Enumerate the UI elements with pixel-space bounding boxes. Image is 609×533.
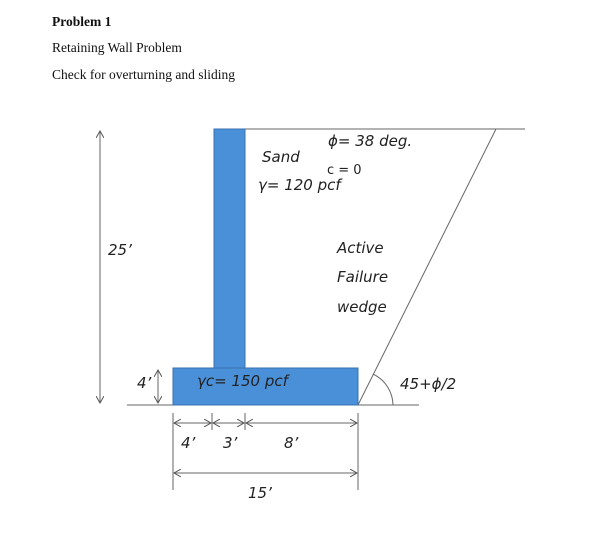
phi-label: ϕ= 38 deg.: [328, 132, 413, 150]
base-thickness-label: 4’: [137, 374, 152, 392]
wedge-label-2: Failure: [337, 268, 389, 286]
height-label: 25’: [108, 241, 132, 259]
problem-subtitle: Retaining Wall Problem: [52, 40, 182, 55]
angle-arc: [373, 374, 393, 405]
toe-label: 4’: [181, 434, 196, 452]
wedge-label-1: Active: [337, 239, 384, 257]
stem-label: 3’: [223, 434, 238, 452]
soil-label: Sand: [262, 148, 300, 166]
base-width-label: 15’: [248, 484, 272, 502]
concrete-unit-weight: γc= 150 pcf: [197, 372, 288, 390]
wedge-label-3: wedge: [337, 298, 387, 316]
cohesion-label: c = 0: [327, 163, 362, 178]
wall-stem: [214, 129, 245, 369]
problem-heading: Problem 1: [52, 14, 112, 29]
problem-task: Check for overturning and sliding: [52, 67, 235, 82]
failure-plane-line: [358, 129, 496, 405]
angle-label: 45+ϕ/2: [400, 375, 457, 393]
soil-unit-weight: γ= 120 pcf: [258, 176, 341, 194]
heel-label: 8’: [284, 434, 299, 452]
